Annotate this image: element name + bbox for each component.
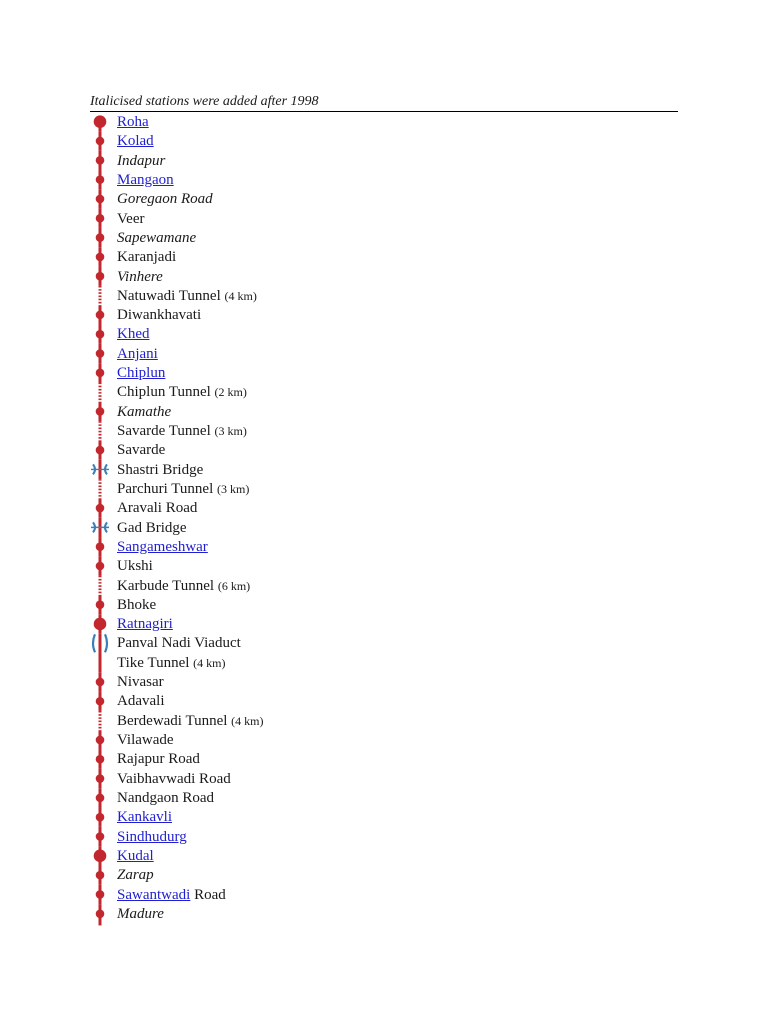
station-dot <box>96 794 105 803</box>
station-row <box>117 538 264 557</box>
route-caption: Italicised stations were added after 1998 <box>90 93 678 112</box>
station-row <box>117 480 264 499</box>
station-row <box>117 325 264 344</box>
station-dot <box>96 909 105 918</box>
station-name: Zarap <box>117 867 154 884</box>
station-name: Bhoke <box>117 596 157 613</box>
station-row <box>117 422 264 441</box>
station-row <box>117 403 264 422</box>
station-row <box>117 519 264 538</box>
station-name: Goregaon Road <box>117 191 213 208</box>
station-name: Veer <box>117 210 145 227</box>
station-row <box>117 132 264 151</box>
station-link[interactable]: Roha <box>117 114 149 130</box>
station-link[interactable]: Kolad <box>117 133 154 150</box>
station-dot <box>96 175 105 184</box>
tunnel-length: (4 km) <box>231 713 264 728</box>
station-row <box>117 248 264 267</box>
station-row <box>117 383 264 402</box>
viaduct-right-icon <box>105 634 107 652</box>
station-dot <box>96 832 105 841</box>
station-link[interactable]: Chiplun <box>117 365 166 382</box>
station-link[interactable]: Ratnagiri <box>117 616 173 633</box>
station-row <box>117 692 264 711</box>
station-name: Adavali <box>117 693 165 710</box>
station-row <box>117 905 264 924</box>
station-row <box>117 654 264 673</box>
station-link[interactable]: Sawantwadi <box>117 886 191 903</box>
station-dot <box>96 871 105 880</box>
station-dot <box>96 736 105 745</box>
station-name: Nandgaon Road <box>117 789 215 806</box>
station-name: Kamathe <box>117 403 172 420</box>
station-link[interactable]: Khed <box>117 326 150 343</box>
station-row <box>117 306 264 325</box>
station-name: Vinhere <box>117 268 163 285</box>
station-row <box>117 789 264 808</box>
station-row <box>117 461 264 480</box>
station-link[interactable]: Sindhudurg <box>117 828 187 845</box>
station-row <box>117 577 264 596</box>
tunnel-length: (6 km) <box>217 578 251 593</box>
station-row <box>117 886 264 905</box>
major-station-dot <box>94 115 107 128</box>
station-dot <box>96 562 105 571</box>
station-dot <box>96 156 105 165</box>
station-name: Rajapur Road <box>117 751 200 768</box>
station-row <box>117 808 264 827</box>
station-dot <box>96 214 105 223</box>
viaduct-left-icon <box>93 634 95 652</box>
station-dot <box>96 253 105 262</box>
station-row <box>117 557 264 576</box>
tunnel-length: (4 km) <box>193 655 226 670</box>
station-row <box>117 441 264 460</box>
station-name: Vaibhavwadi Road <box>117 770 231 787</box>
tunnel-length: (3 km) <box>217 481 250 496</box>
station-name: Natuwadi Tunnel <box>117 287 221 304</box>
station-row <box>117 731 264 750</box>
station-dot <box>96 504 105 513</box>
station-name: Ukshi <box>117 558 153 575</box>
station-name: Berdewadi Tunnel <box>117 712 228 729</box>
station-row <box>117 229 264 248</box>
station-name: Indapur <box>117 152 166 169</box>
station-row <box>117 615 264 634</box>
station-name: Savarde <box>117 442 166 459</box>
station-dot <box>96 755 105 764</box>
station-name: Karbude Tunnel <box>117 577 215 594</box>
station-link[interactable]: Mangaon <box>117 171 174 188</box>
station-row <box>117 210 264 229</box>
tunnel-length: (3 km) <box>214 424 247 438</box>
station-name: Diwankhavati <box>117 307 202 324</box>
station-dot <box>96 349 105 358</box>
station-name-suffix: Road <box>190 886 226 903</box>
station-name: Tike Tunnel <box>117 654 190 671</box>
station-dot <box>96 233 105 242</box>
station-dot <box>96 813 105 822</box>
station-row <box>117 113 264 132</box>
station-dot <box>96 195 105 204</box>
station-dot <box>96 697 105 706</box>
station-row <box>117 499 264 518</box>
station-name: Madure <box>117 905 164 922</box>
station-dot <box>96 678 105 687</box>
station-name: Parchuri Tunnel <box>117 480 214 497</box>
station-row <box>117 287 264 306</box>
tunnel-length: (2 km) <box>214 385 247 400</box>
major-station-dot <box>94 850 107 863</box>
station-dot <box>96 137 105 146</box>
major-station-dot <box>94 618 107 631</box>
station-dot <box>96 774 105 783</box>
route-track-diagram <box>88 112 118 932</box>
station-row <box>117 171 264 190</box>
station-dot <box>96 369 105 378</box>
station-dot <box>96 890 105 899</box>
station-row <box>117 828 264 847</box>
station-link[interactable]: Kankavli <box>117 809 172 826</box>
station-row <box>117 750 264 769</box>
station-dot <box>96 542 105 551</box>
station-row <box>117 847 264 866</box>
station-dot <box>96 272 105 281</box>
station-row <box>117 152 264 171</box>
station-name: Gad Bridge <box>117 519 187 536</box>
station-name: Shastri Bridge <box>117 461 204 478</box>
station-dot <box>96 600 105 609</box>
station-link[interactable]: Anjani <box>117 345 158 362</box>
station-row <box>117 866 264 885</box>
station-dot <box>96 446 105 455</box>
station-name: Chiplun Tunnel <box>117 384 211 401</box>
station-name: Savarde Tunnel <box>117 423 211 439</box>
station-link[interactable]: Kudal <box>117 847 154 864</box>
station-name: Karanjadi <box>117 249 177 266</box>
station-dot <box>96 407 105 416</box>
station-dot <box>96 330 105 339</box>
station-row <box>117 364 264 383</box>
station-name: Vilawade <box>117 732 174 748</box>
station-list <box>117 113 264 924</box>
station-row <box>117 673 264 692</box>
station-name: Aravali Road <box>117 500 198 517</box>
station-row <box>117 268 264 287</box>
station-dot <box>96 311 105 320</box>
station-row <box>117 190 264 209</box>
station-name: Sapewamane <box>117 229 197 246</box>
station-row <box>117 770 264 789</box>
tunnel-length: (4 km) <box>224 288 257 303</box>
station-row <box>117 712 264 731</box>
station-row <box>117 596 264 615</box>
station-row <box>117 345 264 364</box>
station-row <box>117 634 264 653</box>
station-name: Nivasar <box>117 674 164 691</box>
station-link[interactable]: Sangameshwar <box>117 538 208 555</box>
station-name: Panval Nadi Viaduct <box>117 635 241 652</box>
